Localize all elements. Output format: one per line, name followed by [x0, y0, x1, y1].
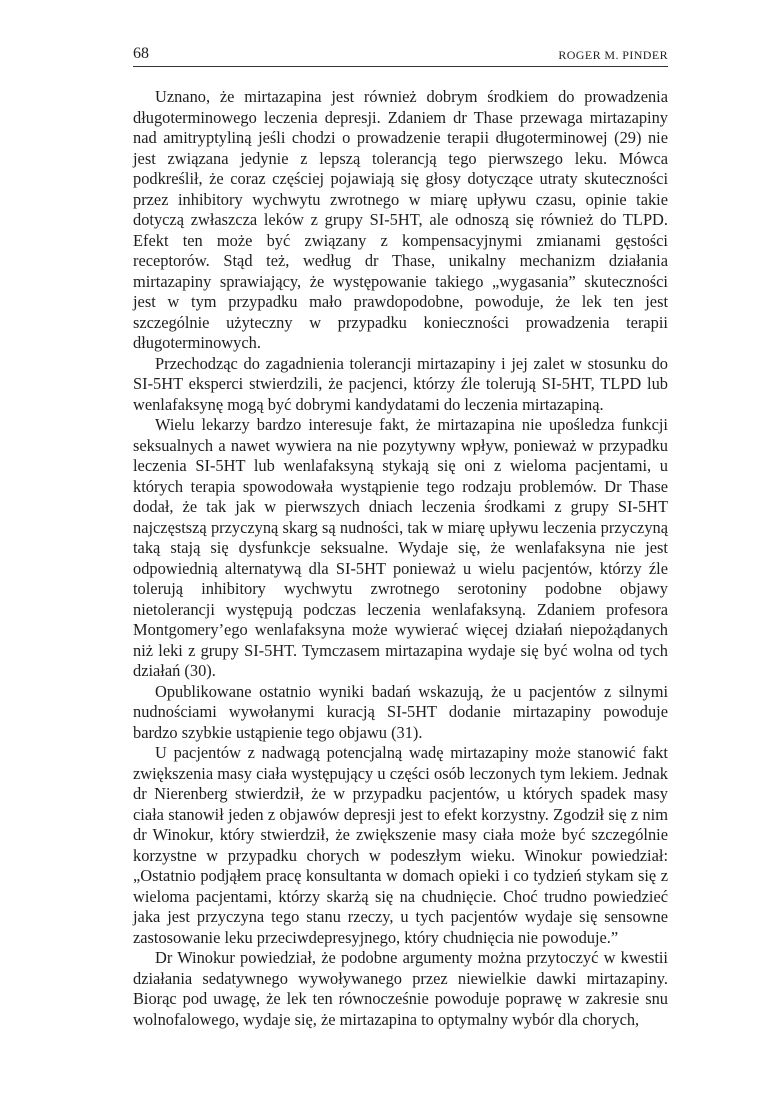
paragraph-weight-gain: U pacjentów z nadwagą potencjalną wadę mirtazapiny może stanowić fakt zwiększenia masy ciała występujący u części osób leczonych tym lekiem. Jednak dr Nierenberg stwierdził, że w przypadku pacjentów, u których spadek masy ciała stanowił jeden z objawów depresji jest to efekt korzystny. Zgodził się z nim dr Winokur, który stwierdził, że zwiększenie masy ciała może być szczególnie korzystne w przypadku chorych w podeszłym wieku. Winokur powiedział: „Ostatnio podjąłem pracę konsultanta w domach opieki i co tydzień stykam się z wieloma pacjentami, którzy skarżą się na chudnięcie. Choć trudno powiedzieć jaka jest przyczyna tego stanu rzeczy, u tych pacjentów wydaje się sensowne zastosowanie leku przeciwdepresyjnego, który chudnięcia nie powoduje.” [133, 743, 668, 947]
page-header [133, 42, 668, 67]
paragraph-long-term-treatment: Uznano, że mirtazapina jest również dobrym środkiem do prowadzenia długoterminowego leczenia depresji. Zdaniem dr Thase przewaga mirtazapiny nad amitryptyliną jeśli chodzi o prowadzenie terapii długoterminowej (29) nie jest związana jedynie z lepszą tolerancją tego pierwszego leku. Mówca podkreślił, że coraz częściej pojawiają się głosy dotyczące utraty skuteczności przez inhibitory wychwytu zwrotnego w miarę upływu czasu, opinie takie dotyczą zwłaszcza leków z grupy SI-5HT, ale odnoszą się również do TLPD. Efekt ten może być związany z kompensacyjnymi zmianami gęstości receptorów. Stąd też, według dr Thase, unikalny mechanizm działania mirtazapiny sprawiający, że występowanie takiego „wygasania” skuteczności jest w tym przypadku mało prawdopodobne, powoduje, że lek ten jest szczególnie użyteczny w przypadku konieczności prowadzenia terapii długoterminowych. [133, 87, 668, 352]
paragraph-sexual-function: Wielu lekarzy bardzo interesuje fakt, że mirtazapina nie upośledza funkcji seksualnych a nawet wywiera na nie pozytywny wpływ, ponieważ w przypadku leczenia SI-5HT lub wenlafaksyną stykają się oni z wieloma pacjentami, u których terapia spowodowała wystąpienie tego rodzaju problemów. Dr Thase dodał, że tak jak w pierwszych dniach leczenia środkami z grupy SI-5HT najczęstszą przyczyną skarg są nudności, tak w miarę upływu leczenia przyczyną taką stają się dysfunkcje seksualne. Wydaje się, że wenlafaksyna nie jest odpowiednią alternatywą dla SI-5HT ponieważ u wielu pacjentów, którzy źle tolerują inhibitory wychwytu zwrotnego serotoniny podobne objawy nietolerancji występują podczas leczenia wenlafaksyną. Zdaniem profesora Montgomery’ego wenlafaksyna może wywierać więcej działań niepożądanych niż leki z grupy SI-5HT. Tymczasem mirtazapina wydaje się być wolna od tych działań (30). [133, 415, 668, 680]
paragraph-tolerance: Przechodząc do zagadnienia tolerancji mirtazapiny i jej zalet w stosunku do SI-5HT eksperci stwierdzili, że pacjenci, którzy źle tolerują SI-5HT, TLPD lub wenlafaksynę mogą być dobrymi kandydatami do leczenia mirtazapiną. [133, 353, 668, 414]
running-head-author: ROGER M. PINDER [558, 48, 668, 62]
paragraph-sedation: Dr Winokur powiedział, że podobne argumenty można przytoczyć w kwestii działania sedatywnego wywoływanego przez niewielkie dawki mirtazapiny. Biorąc pod uwagę, że lek ten równocześnie powoduje poprawę w zakresie snu wolnofalowego, wydaje się, że mirtazapina to optymalny wybór dla chorych, [133, 948, 668, 1029]
paragraph-nausea: Opublikowane ostatnio wyniki badań wskazują, że u pacjentów z silnymi nudnościami wywołanymi kuracją SI-5HT dodanie mirtazapiny powoduje bardzo szybkie ustąpienie tego objawu (31). [133, 681, 668, 742]
page-number: 68 [133, 45, 149, 62]
body-text [133, 87, 668, 1030]
